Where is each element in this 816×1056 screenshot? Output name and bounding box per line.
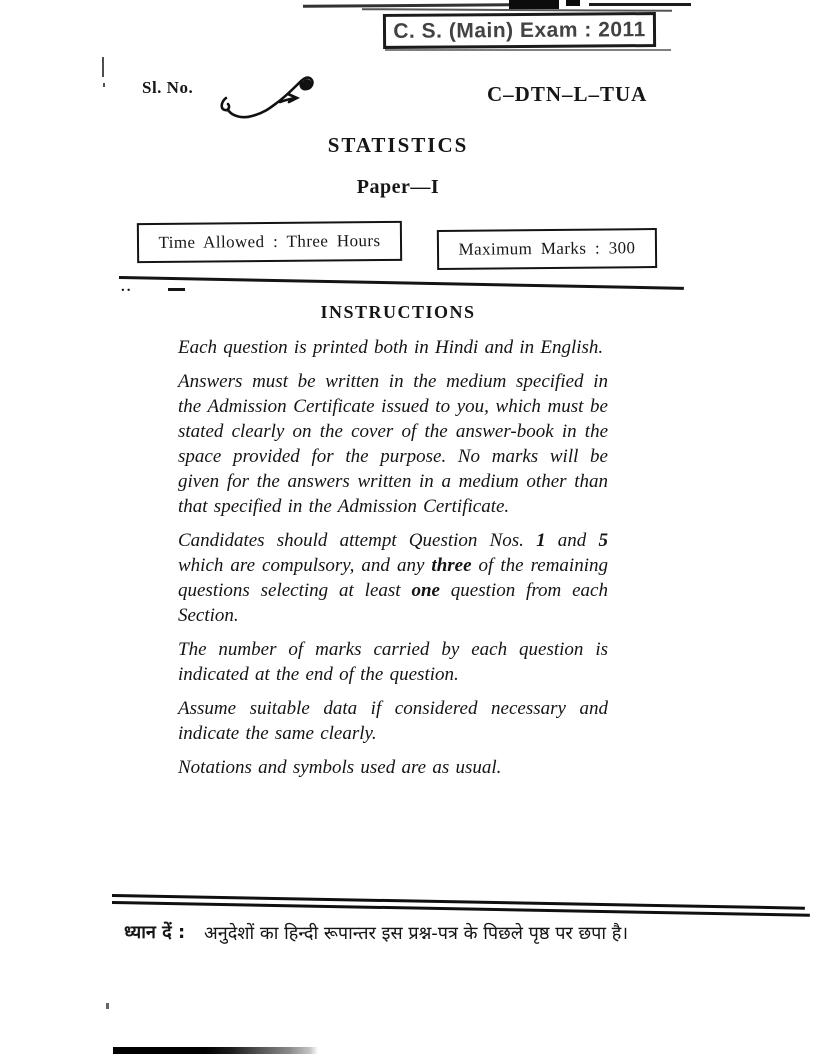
instruction-paragraph: Notations and symbols used are as usual.	[178, 757, 502, 778]
instructions-body	[178, 335, 608, 780]
scan-artifact-bar	[509, 0, 559, 9]
scan-artifact-line	[385, 49, 671, 51]
instructions-heading: INSTRUCTIONS	[320, 302, 476, 322]
instruction-paragraph: Each question is printed both in Hindi and in English.	[178, 337, 604, 358]
paper-code: C–DTN–L–TUA	[487, 82, 648, 106]
bottom-scan-bar	[113, 1047, 318, 1054]
instruction-paragraph: The number of marks carried by each question is indicated at the end of the question.	[178, 639, 608, 685]
attention-note-label: ध्यान दें :	[124, 922, 186, 943]
instruction-paragraph: Answers must be written in the medium specified in the Admission Certificate issued to you, which must be stated clearly on the cover of the answer-book in the space provided for the purpose. No marks will be given for the answers written in a medium other than that specified in the Admission Certificate.	[178, 371, 608, 517]
exam-stamp-box	[383, 12, 656, 49]
scan-artifact-line	[303, 3, 515, 7]
exam-stamp-text: C. S. (Main) Exam : 2011	[393, 17, 646, 43]
scan-artifact-mark	[106, 1003, 109, 1009]
attention-note-text: अनुदेशों का हिन्दी रूपान्तर इस प्रश्न-पत्र के पिछले पृष्ठ पर छपा है।	[204, 923, 629, 944]
double-rule-bottom	[112, 901, 810, 916]
scan-artifact-bar	[566, 0, 580, 6]
scan-artifact-mark	[103, 83, 105, 87]
instruction-paragraph: Candidates should attempt Question Nos. 1 and 5 which are compulsory, and any three of the remaining questions selecting at least one question from each Section.	[178, 530, 608, 626]
paper-number: Paper—I	[356, 176, 440, 198]
separator-rule	[119, 276, 684, 289]
signature-scribble	[218, 64, 316, 122]
instruction-paragraph: Assume suitable data if considered necessary and indicate the same clearly.	[178, 698, 608, 744]
maximum-marks-box	[437, 228, 657, 270]
sl-no-label: Sl. No.	[142, 78, 194, 97]
scan-artifact-line	[589, 3, 691, 6]
maximum-marks-text: Maximum Marks : 300	[458, 238, 636, 259]
time-allowed-text: Time Allowed : Three Hours	[158, 231, 381, 252]
scan-artifact-mark	[102, 57, 104, 77]
time-allowed-box	[137, 221, 402, 263]
subject-title: STATISTICS	[327, 133, 469, 157]
scan-artifact-dots: ..	[121, 279, 133, 295]
scan-artifact-dash	[168, 288, 185, 291]
